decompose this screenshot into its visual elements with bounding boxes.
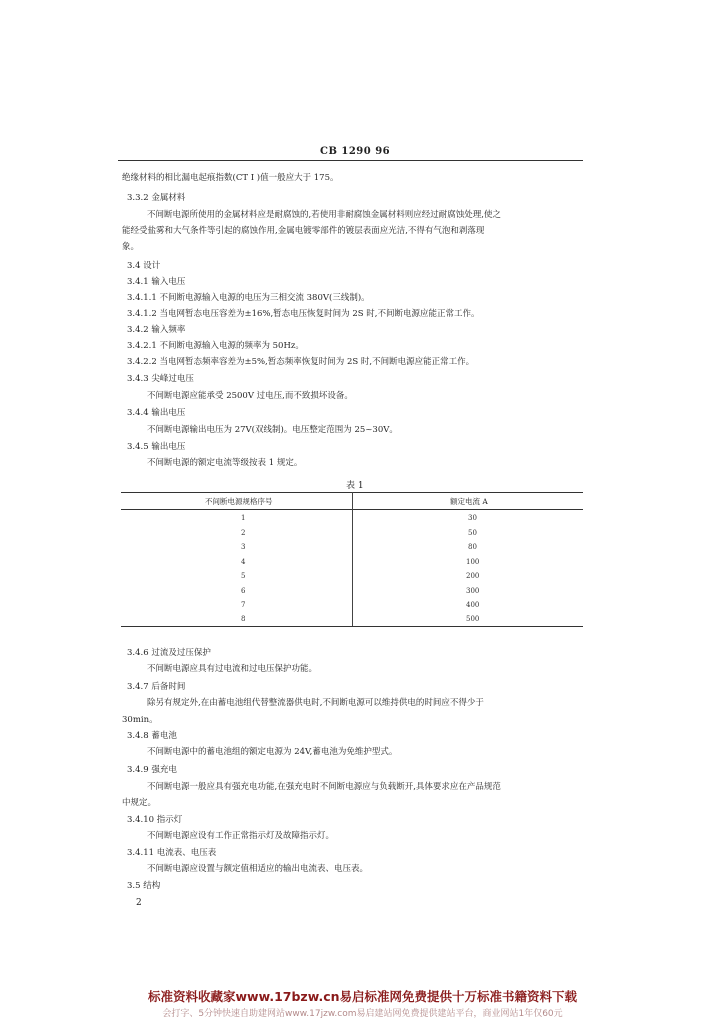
table-caption: 表 1 [346,481,364,491]
section-heading: 3.4.9 强充电 [127,765,177,775]
clause-line: 3.4.1.2 当电网暂态电压容差为±16%,暂态电压恢复时间为 2S 时,不间断电源应能正常工作。 [127,309,480,319]
table-cell: 50 [468,529,477,537]
section-heading: 3.3.2 金属材料 [127,193,186,203]
paragraph-line: 30min。 [122,715,158,725]
table-cell: 4 [241,558,246,566]
table-cell: 400 [466,601,480,609]
paragraph-line: 能经受盐雾和大气条件等引起的腐蚀作用,金属电镀零部件的镀层表面应光洁,不得有气泡和剥落现 [122,226,485,236]
section-heading: 3.4 设计 [127,261,161,271]
header-rule [118,160,583,161]
section-heading: 3.4.6 过流及过压保护 [127,648,211,658]
footer-banner[interactable]: 标准资料收藏家www.17bzw.cn易启标准网免费提供十万标准书籍资料下载 [147,989,578,1004]
paragraph-line: 中规定。 [122,798,157,808]
table-column-divider [352,492,353,626]
table-cell: 3 [241,543,246,551]
table-header-cell: 额定电流 A [450,497,488,506]
section-heading: 3.4.3 尖峰过电压 [127,374,194,384]
table-cell: 200 [466,572,480,580]
paragraph-line: 不间断电源应设置与额定值相适应的输出电流表、电压表。 [147,864,369,874]
section-heading: 3.4.7 后备时间 [127,682,186,692]
table-cell: 300 [466,587,480,595]
table-cell: 80 [468,543,477,551]
table-cell: 5 [241,572,246,580]
paragraph-line: 不间断电源中的蓄电池组的额定电源为 24V,蓄电池为免维护型式。 [147,747,398,757]
clause-line: 3.4.1.1 不间断电源输入电源的电压为三相交流 380V(三线制)。 [127,293,370,303]
footer-subbanner[interactable]: 会打字、5分钟快速自助建网站www.17jzw.com易启建站网免费提供建站平台，商业网站1年仅60元 [162,1009,563,1019]
table-cell: 100 [466,558,480,566]
standard-header: CB 1290 96 [320,146,391,157]
table-cell: 2 [241,529,246,537]
paragraph-line: 不间断电源应能承受 2500V 过电压,而不致损坏设备。 [147,391,353,401]
table-cell: 7 [241,601,246,609]
section-heading: 3.4.5 输出电压 [127,442,186,452]
section-heading: 3.4.4 输出电压 [127,408,186,418]
paragraph-line: 绝缘材料的相比漏电起痕指数(CT I )值一般应大于 175。 [122,173,339,183]
paragraph-line: 不间断电源的额定电流等级按表 1 规定。 [147,458,303,468]
paragraph-line: 不间断电源一般应具有强充电功能,在强充电时不间断电源应与负载断开,具体要求应在产品规范 [147,782,501,792]
page-number: 2 [136,898,142,908]
table-cell: 6 [241,587,246,595]
table-bottom-rule [121,626,583,627]
table-header-cell: 不间断电源规格序号 [205,497,273,506]
paragraph-line: 象。 [122,242,140,252]
paragraph-line: 不间断电源应具有过电流和过电压保护功能。 [147,664,318,674]
paragraph-line: 不间断电源所使用的金属材料应是耐腐蚀的,若使用非耐腐蚀金属材料则应经过耐腐蚀处理,使之 [147,210,501,220]
table-cell: 1 [241,514,246,522]
section-heading: 3.5 结构 [127,881,161,891]
paragraph-line: 除另有规定外,在由蓄电池组代替整流器供电时,不间断电源可以维持供电的时间应不得少于 [147,698,484,708]
table-cell: 30 [468,514,477,522]
paragraph-line: 不间断电源应设有工作正常指示灯及故障指示灯。 [147,831,335,841]
section-heading: 3.4.1 输入电压 [127,277,186,287]
clause-line: 3.4.2.1 不间断电源输入电源的频率为 50Hz。 [127,341,304,351]
table-cell: 500 [466,615,480,623]
clause-line: 3.4.2.2 当电网暂态频率容差为±5%,暂态频率恢复时间为 2S 时,不间断电源应能正常工作。 [127,357,475,367]
table-cell: 8 [241,615,246,623]
section-heading: 3.4.2 输入频率 [127,325,186,335]
paragraph-line: 不间断电源输出电压为 27V(双线制)。电压整定范围为 25~30V。 [147,425,398,435]
section-heading: 3.4.8 蓄电池 [127,731,177,741]
section-heading: 3.4.11 电流表、电压表 [127,848,217,858]
section-heading: 3.4.10 指示灯 [127,815,183,825]
